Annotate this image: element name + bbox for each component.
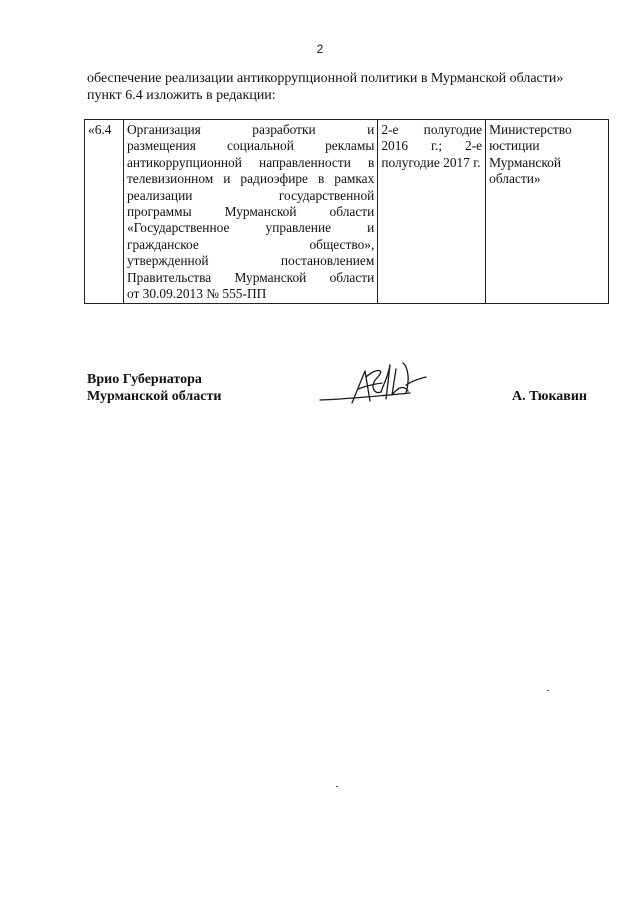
- page-number: 2: [316, 42, 324, 56]
- measure-text-line: реализации государственной: [126, 187, 375, 203]
- table-row: [85, 120, 609, 304]
- scan-speck: [336, 786, 338, 787]
- intro-line-1: обеспечение реализации антикоррупционной политики в Мурманской области»: [87, 71, 564, 86]
- signatory-title-line-2: Мурманской области: [87, 389, 222, 404]
- measure-text-line: программы Мурманской области: [126, 204, 375, 220]
- responsible-cell: Министерство юстиции Мурманской области»: [486, 120, 609, 304]
- measure-description-cell: [123, 120, 377, 304]
- intro-paragraph: [87, 70, 607, 104]
- signatory-title: [87, 371, 221, 405]
- handwritten-signature: [318, 355, 438, 415]
- signatory-name: А. Тюкавин: [512, 389, 587, 404]
- scan-speck: [547, 690, 549, 691]
- measure-text-line: телевизионном и радиоэфире в рамках: [126, 171, 375, 187]
- measure-text-line: Правительства Мурманской области: [126, 269, 375, 285]
- measure-text-line: антикоррупционной направленности в: [126, 154, 375, 170]
- intro-line-2: пункт 6.4 изложить в редакции:: [87, 88, 276, 103]
- measure-text-line: от 30.09.2013 № 555-ПП: [126, 286, 267, 302]
- signatory-title-line-1: Врио Губернатора: [87, 372, 202, 387]
- measure-text-line: утвержденной постановлением: [126, 253, 375, 269]
- item-number-cell: «6.4: [85, 120, 124, 304]
- measure-text-line: гражданское общество»,: [126, 236, 375, 252]
- measure-text-line: «Государственное управление и: [126, 220, 375, 236]
- deadline-cell: 2-е полугодие 2016 г.; 2-е полугодие 2017 г.: [378, 120, 486, 304]
- measure-text-line: размещения социальной рекламы: [126, 138, 375, 154]
- measure-text-line: Организация разработки и: [126, 122, 375, 137]
- amendment-table: [84, 119, 609, 304]
